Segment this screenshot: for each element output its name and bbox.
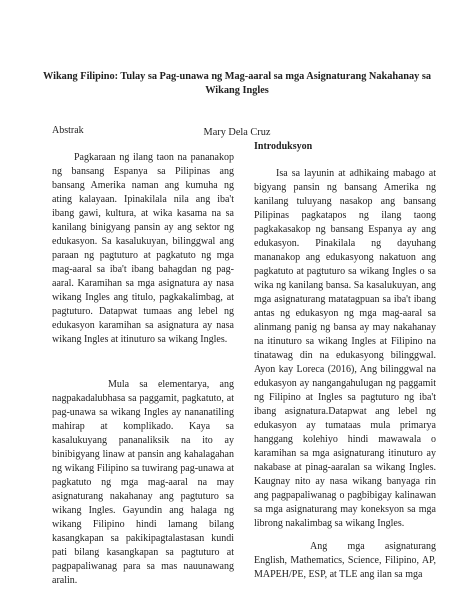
introduction-paragraph-2: Ang mga asignaturang English, Mathematics, Science, Filipino, AP, MAPEH/PE, ESP, at TLE ang ilan sa mga — [254, 541, 436, 580]
introduction-heading: Introduksyon — [254, 141, 313, 152]
abstract-paragraph-1: Pagkaraan ng ilang taon na pananakop ng bansang Espanya sa Pilipinas ang bansang Amerika naman ang kumuha ng ating kalayaan. Ipinakilala nila ang iba't ibang gawi, kultura, at wika kasama na sa kanilang binigyang pansin ay ang sektor ng edukasyon. Sa kasalukuyan, bilinggwal ang paraan ng pagtuturo at pagkatuto ng mga mag-aaral sa iba't ibang bahagdan ng pag-aaral. Karamihan sa mga asignatura ay nasa wikang Ingles ang titulo, pagkakalimbag, at pagtuturo. Datapwat tumaas ang lebel ng edukasyon karamihan sa asignatura ay nasa wikang Ingles at itinuturo sa wikang Ingles. — [52, 152, 234, 345]
abstract-heading: Abstrak — [52, 125, 84, 136]
paper-title: Wikang Filipino: Tulay sa Pag-unawa ng Mag-aaral sa mga Asignaturang Nakahanay sa Wikang Ingles — [42, 71, 432, 96]
introduction-paragraph-1: Isa sa layunin at adhikaing mabago at bigyang pansin ng bansang Amerika ng kanilang tuluyang nasakop ang bansang Pilipinas pagkatapos ng ilang taong pagkakasakop ng bansang Espanya ay ang edukasyon. Pinakilala ng dayuhang mananakop ang edukasyong nakatuon ang pagkatuto at pagtuturo sa wikang Ingles o sa wika ng kanilang bansa. Sa kasalukuyan, ang mga asignaturang matatagpuan sa iba't ibang antas ng edukasyon ng mga mag-aaral sa alinmang panig ng bansa ay may nakahanay na itinuturo sa wikang Ingles at Filipino na tinatawag din na edukasyong bilinggwal. Ayon kay Loreca (2016), Ang bilinggwal na edukasyon ay nangangahulugan ng paggamit ng Filipino at Ingles sa pagtuturo ng iba't ibang asignatura.Datapwat ang lebel ng edukasyon ay tumataas mula primarya hanggang kolehiyo hindi mawawala o karamihan sa mga asignaturang itinuturo ay nakabase at pinag-aaralan sa wikang Ingles. Kaugnay nito ay nasa wikang banyaga rin ang pagpapaliwanag o pagbibigay kalinawan sa mga asignaturang may koneksyon sa mga librong nakalimbag sa wikang Ingles. — [254, 168, 436, 529]
paper-author: Mary Dela Cruz — [203, 127, 271, 138]
abstract-paragraph-2: Mula sa elementarya, ang nagpakadalubhasa sa paggamit, pagkatuto, at pag-unawa sa wikang Ingles ay nananatiling mahirap at komplikado. Kaya sa kasalukuyang pananaliksik na ito ay binibigyang linaw at pansin ang kahalagahan ng wikang Filipino sa tuwirang pag-unawa at pagkatuto ng mga mag-aaral na may asignaturang nakahanay ang pagtuturo sa wikang Ingles. Gayundin ang halaga ng wikang Filipino hindi lamang bilang kasangkapan sa pakikipagtalastasan kundi pati bilang kasangkapan sa pagtuturo at pagpapaliwanag para sa mas nauunawang aralin. — [52, 379, 234, 586]
